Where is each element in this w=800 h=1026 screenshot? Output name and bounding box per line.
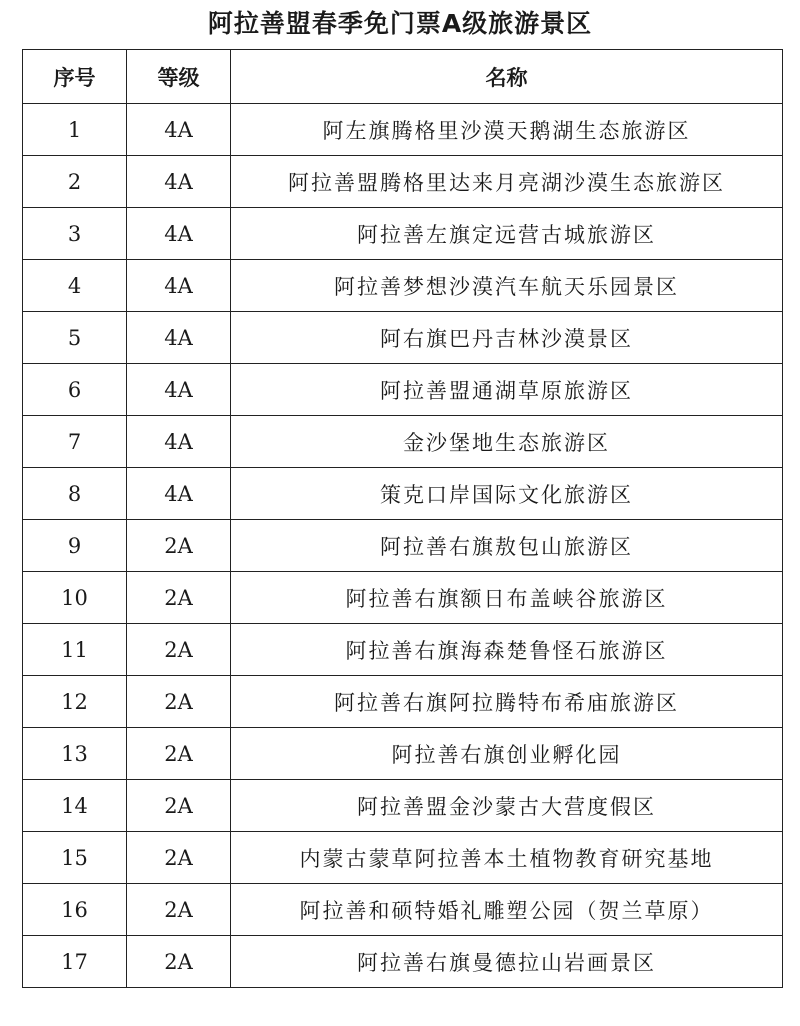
cell-level: 4A xyxy=(127,208,231,260)
cell-name: 阿拉善和硕特婚礼雕塑公园（贺兰草原） xyxy=(231,884,783,936)
cell-name: 金沙堡地生态旅游区 xyxy=(231,416,783,468)
cell-num: 17 xyxy=(23,936,127,988)
cell-name: 阿拉善右旗额日布盖峡谷旅游区 xyxy=(231,572,783,624)
cell-num: 14 xyxy=(23,780,127,832)
cell-name: 阿拉善左旗定远营古城旅游区 xyxy=(231,208,783,260)
cell-name: 阿拉善右旗曼德拉山岩画景区 xyxy=(231,936,783,988)
cell-name: 内蒙古蒙草阿拉善本土植物教育研究基地 xyxy=(231,832,783,884)
cell-num: 13 xyxy=(23,728,127,780)
table-row xyxy=(23,364,783,416)
cell-level: 2A xyxy=(127,520,231,572)
cell-num: 2 xyxy=(23,156,127,208)
table-body xyxy=(23,104,783,988)
cell-level: 4A xyxy=(127,260,231,312)
header-level: 等级 xyxy=(127,50,231,104)
cell-level: 2A xyxy=(127,624,231,676)
cell-num: 5 xyxy=(23,312,127,364)
cell-num: 9 xyxy=(23,520,127,572)
cell-level: 4A xyxy=(127,468,231,520)
cell-name: 阿拉善右旗敖包山旅游区 xyxy=(231,520,783,572)
cell-level: 2A xyxy=(127,572,231,624)
cell-num: 15 xyxy=(23,832,127,884)
cell-name: 阿拉善右旗创业孵化园 xyxy=(231,728,783,780)
cell-num: 4 xyxy=(23,260,127,312)
cell-num: 1 xyxy=(23,104,127,156)
cell-name: 阿拉善盟腾格里达来月亮湖沙漠生态旅游区 xyxy=(231,156,783,208)
page-title: 阿拉善盟春季免门票A级旅游景区 xyxy=(207,9,593,38)
cell-num: 12 xyxy=(23,676,127,728)
table-row xyxy=(23,832,783,884)
table-row xyxy=(23,416,783,468)
cell-level: 2A xyxy=(127,936,231,988)
cell-num: 11 xyxy=(23,624,127,676)
cell-level: 2A xyxy=(127,780,231,832)
cell-level: 2A xyxy=(127,676,231,728)
cell-level: 4A xyxy=(127,312,231,364)
cell-num: 16 xyxy=(23,884,127,936)
table-row xyxy=(23,312,783,364)
table-header xyxy=(23,50,783,104)
cell-num: 8 xyxy=(23,468,127,520)
header-num: 序号 xyxy=(23,50,127,104)
table-row xyxy=(23,572,783,624)
table-row xyxy=(23,728,783,780)
cell-name: 阿拉善盟金沙蒙古大营度假区 xyxy=(231,780,783,832)
cell-level: 2A xyxy=(127,728,231,780)
cell-level: 2A xyxy=(127,832,231,884)
cell-name: 策克口岸国际文化旅游区 xyxy=(231,468,783,520)
header-name: 名称 xyxy=(231,50,783,104)
header-row xyxy=(23,50,783,104)
table-row xyxy=(23,520,783,572)
cell-name: 阿拉善盟通湖草原旅游区 xyxy=(231,364,783,416)
table-row xyxy=(23,676,783,728)
cell-num: 3 xyxy=(23,208,127,260)
table-row xyxy=(23,624,783,676)
cell-level: 4A xyxy=(127,416,231,468)
cell-level: 2A xyxy=(127,884,231,936)
table-row xyxy=(23,468,783,520)
cell-num: 6 xyxy=(23,364,127,416)
cell-name: 阿拉善梦想沙漠汽车航天乐园景区 xyxy=(231,260,783,312)
table-row xyxy=(23,104,783,156)
table-row xyxy=(23,936,783,988)
scenic-area-table xyxy=(22,49,783,988)
cell-level: 4A xyxy=(127,104,231,156)
table-row xyxy=(23,780,783,832)
table-row xyxy=(23,884,783,936)
table-row xyxy=(23,156,783,208)
cell-name: 阿左旗腾格里沙漠天鹅湖生态旅游区 xyxy=(231,104,783,156)
cell-num: 7 xyxy=(23,416,127,468)
cell-name: 阿拉善右旗阿拉腾特布希庙旅游区 xyxy=(231,676,783,728)
table-row xyxy=(23,208,783,260)
table-row xyxy=(23,260,783,312)
cell-name: 阿右旗巴丹吉林沙漠景区 xyxy=(231,312,783,364)
cell-level: 4A xyxy=(127,156,231,208)
cell-name: 阿拉善右旗海森楚鲁怪石旅游区 xyxy=(231,624,783,676)
cell-level: 4A xyxy=(127,364,231,416)
cell-num: 10 xyxy=(23,572,127,624)
